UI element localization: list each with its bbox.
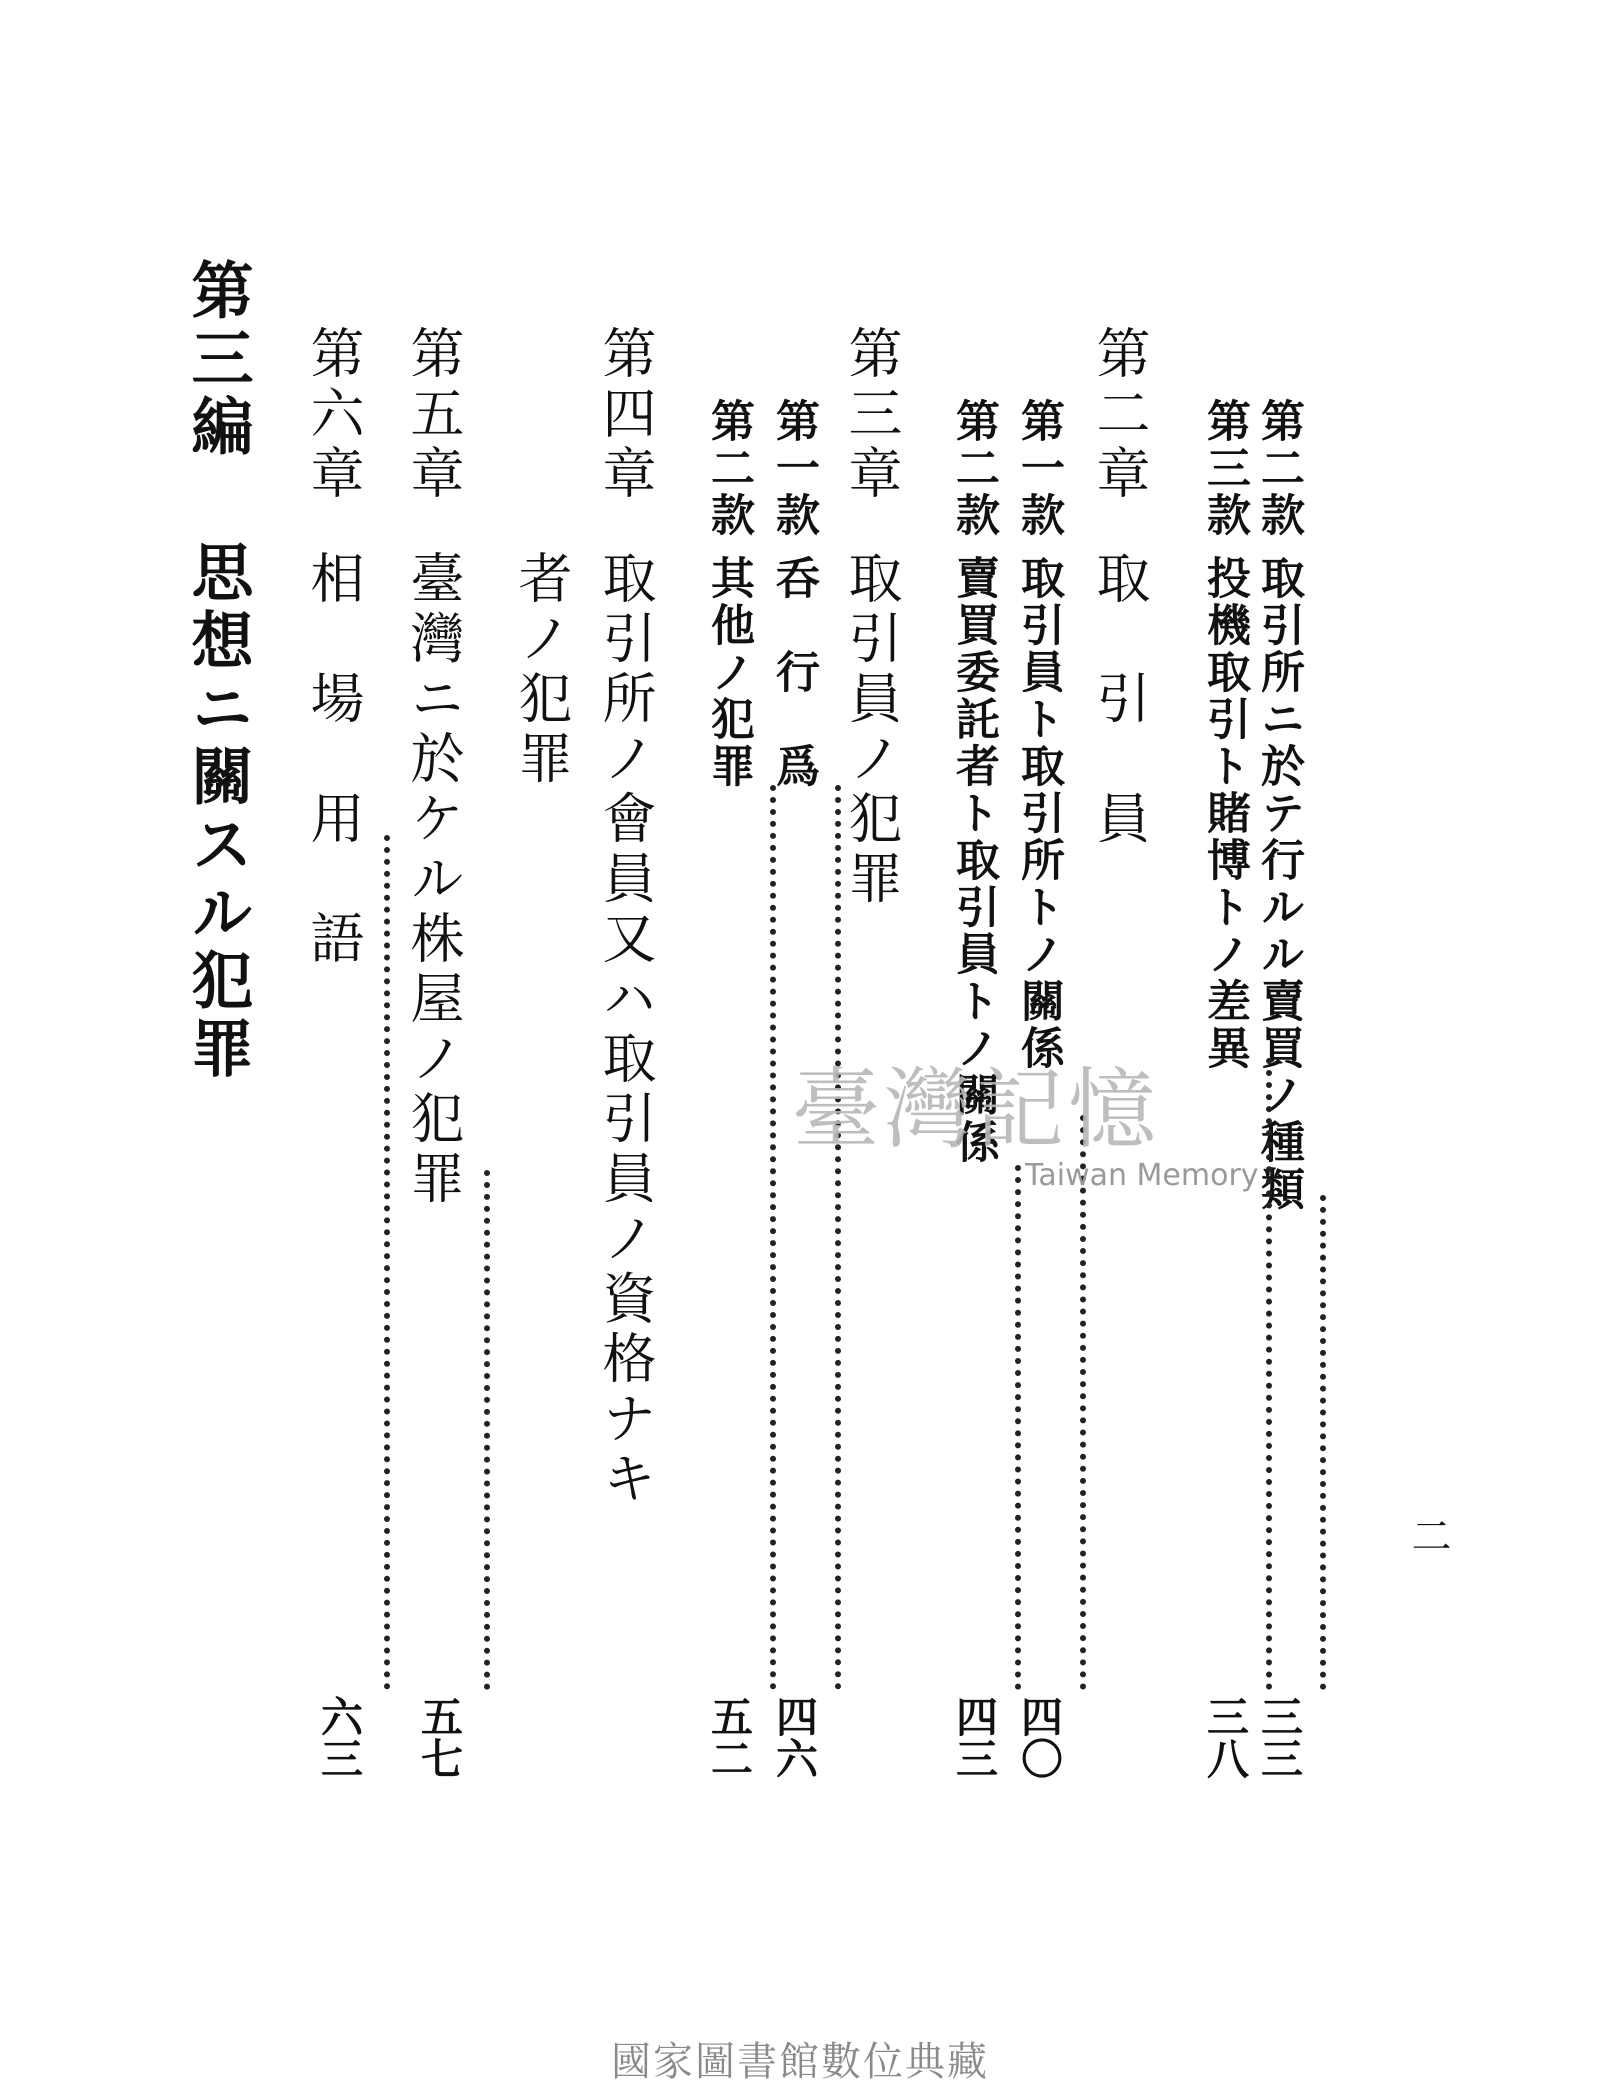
toc-label: 第四章 <box>594 325 657 505</box>
leader-dots <box>1015 1165 1021 1690</box>
toc-page-number: 三三 <box>1255 1695 1304 1779</box>
toc-title: 賣買委託者ト取引員トノ關係 <box>948 555 999 1166</box>
toc-title: 其他ノ犯罪 <box>703 555 754 790</box>
toc-label: 第二款 <box>948 398 999 539</box>
leader-dots <box>835 785 841 1690</box>
toc-title: 取引員ノ犯罪 <box>840 550 903 910</box>
leader-dots <box>1320 1195 1326 1690</box>
toc-title: 臺灣ニ於ケル株屋ノ犯罪 <box>402 550 465 1210</box>
toc-label: 第六章 <box>302 325 365 505</box>
leader-dots <box>1080 1115 1086 1690</box>
toc-page-number: 四六 <box>770 1695 819 1779</box>
toc-label: 第三編 <box>181 258 254 462</box>
toc-label: 第二章 <box>1088 325 1151 505</box>
toc-label: 第三款 <box>1199 398 1250 539</box>
toc-page-number: 四三 <box>950 1695 999 1779</box>
toc-label: 第三章 <box>840 325 903 505</box>
toc-title: 相 場 用 語 <box>302 550 365 970</box>
leader-dots <box>1266 1058 1272 1690</box>
toc-label: 第一款 <box>1013 398 1064 539</box>
toc-label: 第一款 <box>768 398 819 539</box>
toc-label: 第二款 <box>1253 398 1304 539</box>
toc-title: 思想ニ關スル犯罪 <box>181 540 254 1084</box>
toc-page-number: 四〇 <box>1015 1695 1064 1779</box>
toc-label: 第五章 <box>402 325 465 505</box>
leader-dots <box>484 1170 490 1690</box>
watermark-title: 臺灣記憶 <box>792 1058 1161 1161</box>
toc-title: 取 引 員 <box>1088 550 1151 850</box>
toc-page-number: 五二 <box>705 1695 754 1779</box>
toc-page-number: 三八 <box>1201 1695 1250 1779</box>
toc-page-number: 六三 <box>315 1695 364 1779</box>
toc-title: 取引所ノ會員又ハ取引員ノ資格ナキ <box>594 550 657 1510</box>
toc-title: 取引所ニ於テ行ルル賣買ノ種類 <box>1253 555 1304 1213</box>
toc-title: 者ノ犯罪 <box>510 550 573 790</box>
leader-dots <box>384 835 390 1690</box>
toc-label: 第二款 <box>703 398 754 539</box>
toc-title: 投機取引ト賭博トノ差異 <box>1199 555 1250 1072</box>
toc-title: 取引員ト取引所トノ關係 <box>1013 555 1064 1072</box>
page-number: 二 <box>1405 1515 1451 1555</box>
watermark-subtitle: Taiwan Memory <box>1025 1158 1259 1193</box>
toc-title: 呑 行 爲 <box>768 555 819 790</box>
toc-page-number: 五七 <box>415 1695 464 1779</box>
footer-caption: 國家圖書館數位典藏 <box>611 2039 989 2085</box>
leader-dots <box>770 785 776 1690</box>
